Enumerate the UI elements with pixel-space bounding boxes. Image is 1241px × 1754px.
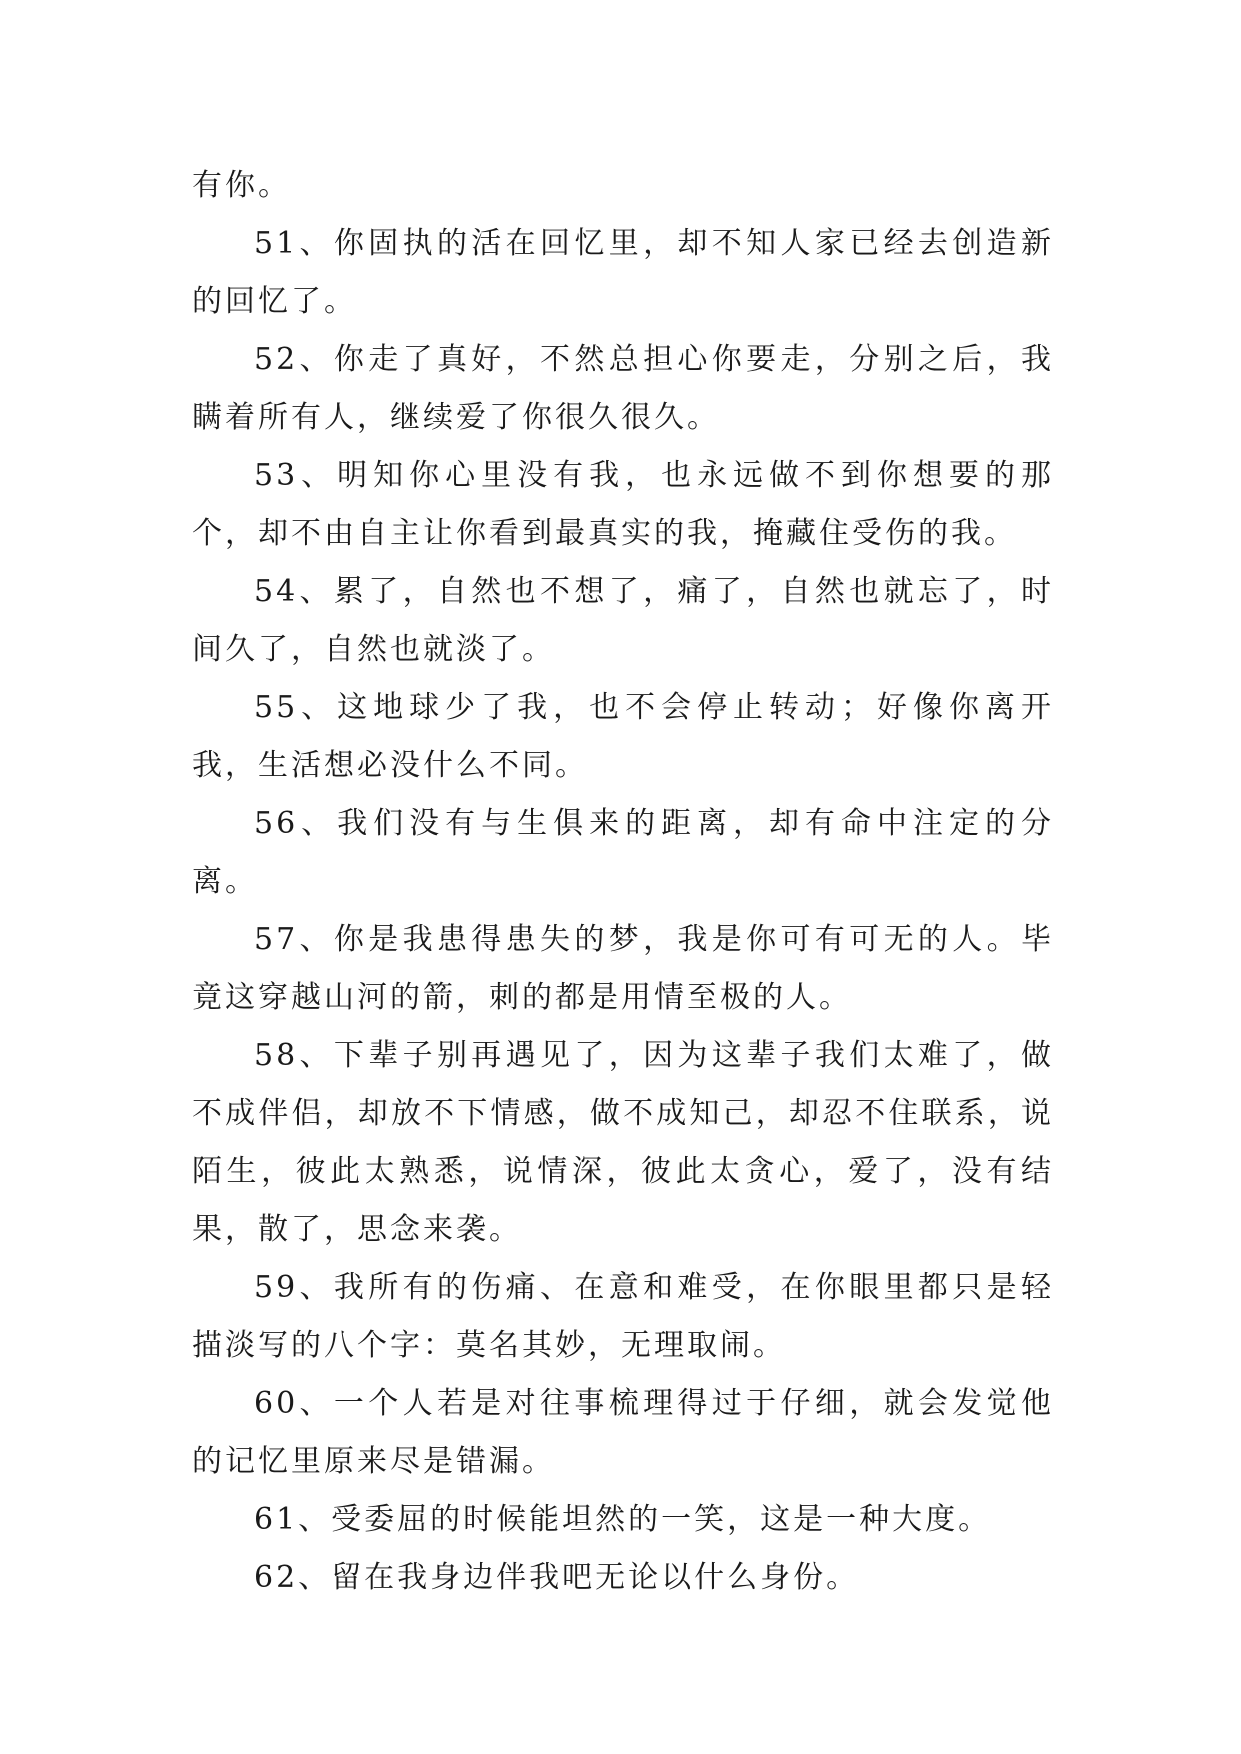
paragraph-51: 51、你固执的活在回忆里，却不知人家已经去创造新的回忆了。 [192,226,1054,319]
paragraph-continuation: 有你。 [192,168,291,203]
paragraph-56: 56、我们没有与生俱来的距离，却有命中注定的分离。 [192,806,1054,899]
paragraph-55: 55、这地球少了我，也不会停止转动；好像你离开我，生活想必没什么不同。 [192,690,1054,783]
paragraph-53: 53、明知你心里没有我，也永远做不到你想要的那个，却不由自主让你看到最真实的我，掩藏住受伤的我。 [192,458,1054,551]
paragraph-54: 54、累了，自然也不想了，痛了，自然也就忘了，时间久了，自然也就淡了。 [192,574,1054,667]
paragraph-62: 62、留在我身边伴我吧无论以什么身份。 [254,1560,860,1595]
paragraph-59: 59、我所有的伤痛、在意和难受，在你眼里都只是轻描淡写的八个字：莫名其妙，无理取闹。 [192,1270,1054,1363]
paragraph-52: 52、你走了真好，不然总担心你要走，分别之后，我瞒着所有人，继续爱了你很久很久。 [192,342,1054,435]
paragraph-61: 61、受委屈的时候能坦然的一笑，这是一种大度。 [254,1502,992,1537]
document-body [192,157,1054,1607]
paragraph-58: 58、下辈子别再遇见了，因为这辈子我们太难了，做不成伴侣，却放不下情感，做不成知己，却忍不住联系，说陌生，彼此太熟悉，说情深，彼此太贪心，爱了，没有结果，散了，思念来袭。 [192,1038,1054,1247]
paragraph-60: 60、一个人若是对往事梳理得过于仔细，就会发觉他的记忆里原来尽是错漏。 [192,1386,1054,1479]
paragraph-57: 57、你是我患得患失的梦，我是你可有可无的人。毕竟这穿越山河的箭，刺的都是用情至极的人。 [192,922,1054,1015]
